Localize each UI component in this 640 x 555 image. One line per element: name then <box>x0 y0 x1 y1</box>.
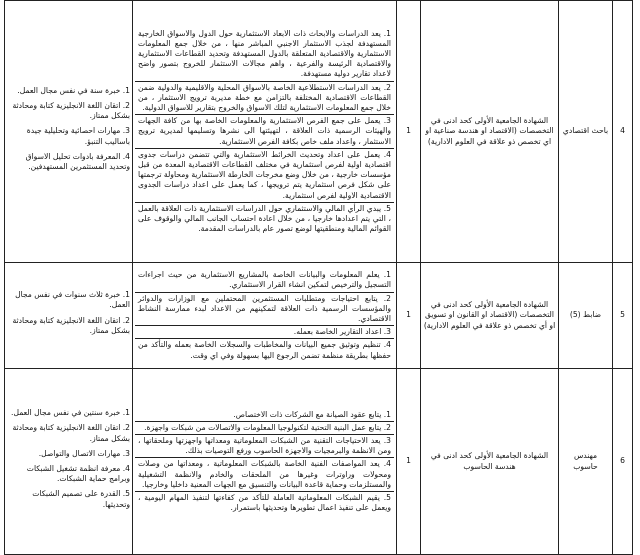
duty-item: 2. يعد الدراسات الاستطلاعية الخاصة بالاسواق المحلية والاقليمية والدولية ضمن القطاعات الاقتصادية المختلفة بالتزامن مع خطة مديرية ترويج الاستثمار ، من خلال جمع المعلومات الاستثمارية لتلك الاسواق والخروج بتقارير للاسواق الدولية. <box>135 82 394 116</box>
skill-item: 5. القدرة على تصميم الشبكات وتحديثها. <box>32 489 130 509</box>
job-title: باحث اقتصادي <box>559 1 613 263</box>
duty-item: 1. يعلم المعلومات والبيانات الخاصة بالمشاريع الاستثمارية من حيث اجراءات التسجيل والترخيص لتمكين انشاء القرار الاستثماري. <box>135 269 394 292</box>
job-title: ضابط (5) <box>559 263 613 369</box>
duty-item: 4. تنظيم وتوثيق جميع البيانات والمخاطبات والسجلات الخاصة بعمله والتأكد من حفظها بطريقة منظمة تضمن الرجوع اليها بسهولة وفي اي وقت. <box>138 340 391 360</box>
job-count: 1 <box>397 369 421 555</box>
skill-item: 1. خبرة سنة في نفس مجال العمل. <box>17 85 130 95</box>
job-skills <box>5 1 133 263</box>
skill-item: 2. اتقان اللغة الانجليزية كتابة ومحادثة بشكل ممتاز. <box>12 423 130 443</box>
job-duties <box>133 1 397 263</box>
job-skills <box>5 263 133 369</box>
job-skills <box>5 369 133 555</box>
job-row-6 <box>5 369 633 555</box>
skill-item: 2. اتقان اللغة الانجليزية كتابة ومحادثة بشكل ممتاز. <box>12 100 130 121</box>
duty-item: 1. يتابع عقود الصيانة مع الشركات ذات الاختصاص. <box>135 409 394 422</box>
job-count: 1 <box>397 263 421 369</box>
skill-item: 4. معرفة انظمة تشغيل الشبكات وبرامج حماية الشبكات. <box>26 464 130 484</box>
skill-item: 1. خبرة ثلاث سنوات في نفس مجال العمل. <box>15 290 130 310</box>
skill-item: 3. مهارات الاتصال والتواصل. <box>38 448 130 458</box>
skill-item: 4. المعرفة بادوات تحليل الاسواق وتحديد المستثمرين المستهدفين. <box>25 151 130 171</box>
duty-item: 4. يعمل على اعداد وتحديث الخرائط الاستثمارية والتي تتضمن دراسات جدوى اقتصادية اولية لفرص استثمارية في مختلف القطاعات الاقتصادية المعدة من قبل مؤسسات خارجية ، من خلال وضع مخرجات الخارطة الاستثمارية ومحاولة ترجمتها على شكل فرص استثمارية يتم ترويجها ، كما يعمل على اعداد دراسات الجدوى الاقتصادية الاولية لفرص استثمارية. <box>135 149 394 203</box>
skill-item: 2. اتقان اللغة الانجليزية كتابة ومحادثة بشكل ممتاز. <box>12 315 130 335</box>
job-descriptions-document <box>4 0 632 554</box>
duty-item: 2. يتابع احتياجات ومتطلبات المستثمرين المحتملين مع الوزارات والدوائر والمؤسسات الرسمية ذات العلاقة لتمكينهم من الاعداد لبدء ممارسة النشاط الاقتصادي. <box>135 293 394 327</box>
duty-item: 4. يعد المواصفات الفنية الخاصة بالشبكات المعلوماتية ، ومعداتها من وصلات ومحولات وراوترات وغيرها من الملحقات والخادم والانظمة التشغيلية والمستلزمات وحماية قاعدة البيانات والتنسيق مع الجهات المعنية داخليا وخارجيا. <box>135 458 394 492</box>
job-title: مهندس حاسوب <box>559 369 613 555</box>
duty-item: 5. يقيم الشبكات المعلوماتية العاملة للتأكد من كفاءتها لتنفيذ المهام اليومية ، ويعمل على تنفيذ اعمال تطويرها وتحديثها باستمرار. <box>138 493 391 513</box>
duty-item: 3. اعداد التقارير الخاصة بعمله. <box>135 326 394 339</box>
duty-item: 3. يعد الاحتياجات التقنية من الشبكات المعلوماتية ومعداتها واجهزتها وملحقاتها ، ومن الانظمة والبرمجيات والاجهزة الحاسوب ورفع التوصيات بذلك. <box>135 435 394 458</box>
row-number: 5 <box>613 263 633 369</box>
job-duties <box>133 369 397 555</box>
job-qualification: الشهادة الجامعية الأولى كحد ادنى في التخصصات (الاقتصاد او هندسة صناعية او اي تخصص ذو علاقة في العلوم الادارية) <box>421 1 559 263</box>
duty-item: 2. يتابع عمل البنية التحتية لتكنولوجيا المعلومات والاتصالات من شبكات واجهزة. <box>135 422 394 435</box>
row-number: 6 <box>613 369 633 555</box>
job-qualification: الشهادة الجامعية الأولى كحد ادنى في التخصصات (الاقتصاد او القانون او تسويق او أي تخصص ذو علاقة في العلوم الادارية) <box>421 263 559 369</box>
row-number: 4 <box>613 1 633 263</box>
job-qualification: الشهادة الجامعية الأولى كحد ادنى في هندسة الحاسوب <box>421 369 559 555</box>
job-duties <box>133 263 397 369</box>
duty-item: 5. يبدي الرأي المالي والاستثماري حول الدراسات الاستثمارية ذات العلاقة بالعمل ، التي يتم اعدادها خارجيا ، من خلال اعادة احتساب الجانب المالي والوقوف على القوائم المالية ومنطقيتها لوضع تصور عام بالدراسات المقدمة. <box>138 203 391 234</box>
duty-item: 3. يعمل على جمع الفرص الاستثمارية والمعلومات الخاصة بها من كافة الجهات والهيئات الرسمية ذات العلاقة ، لتهيئتها الى نشرها وتسليمها لمديرية ترويج الاستثمار ، واعداد ملف خاص بكافة الفرص الاستثمارية. <box>135 115 394 149</box>
job-table <box>4 0 633 555</box>
job-row-4 <box>5 1 633 263</box>
skill-item: 3. مهارات احصائية وتحليلية جيدة باساليب التنبؤ. <box>26 126 130 146</box>
duty-item: 1. يعد الدراسات والابحاث ذات الابعاد الاستثمارية حول الدول والاسواق الخارجية المستهدفة لجذب الاستثمار الاجنبي المباشر منها ، من خلال جمع المعلومات الاستثمارية والاقتصادية المتعلقة بالدول المستهدفة وتحديد القطاعات الاستثمارية والاقتصادية الرئيسة والفرعية ، واهم مجالات الاستثمار للخروج بتصور واضح لاعداد تقارير دولية مستهدفة. <box>135 28 394 82</box>
skill-item: 1. خبرة سنتين في نفس مجال العمل. <box>11 408 130 418</box>
job-row-5 <box>5 263 633 369</box>
job-count: 1 <box>397 1 421 263</box>
